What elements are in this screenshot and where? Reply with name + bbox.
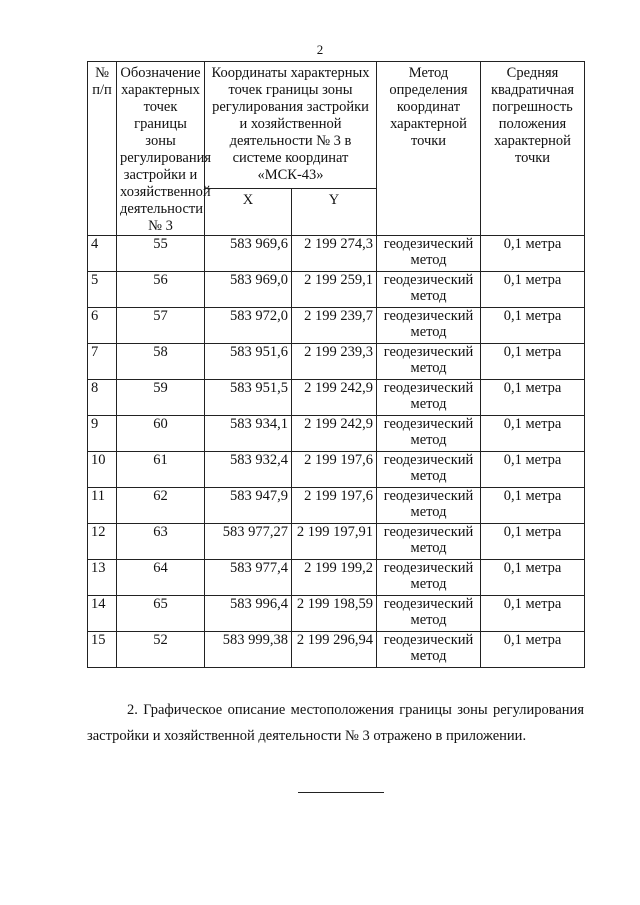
row-y: 2 199 197,6 — [292, 488, 377, 524]
table-row — [88, 236, 585, 272]
row-method: геодезический метод — [377, 488, 481, 524]
row-y: 2 199 239,7 — [292, 308, 377, 344]
row-num: 9 — [88, 416, 117, 452]
row-x: 583 934,1 — [205, 416, 292, 452]
closing-paragraph: 2. Графическое описание местоположения границы зоны регулирования застройки и хозяйственной деятельности № 3 отражено в приложении. — [87, 701, 584, 744]
row-point: 62 — [117, 488, 205, 524]
page-number: 2 — [316, 42, 324, 57]
header-method: Метод определения координат характерной точки — [377, 62, 481, 236]
coordinates-table — [87, 61, 585, 668]
row-y: 2 199 198,59 — [292, 596, 377, 632]
row-accuracy: 0,1 метра — [481, 344, 585, 380]
row-num: 5 — [88, 272, 117, 308]
row-x: 583 951,6 — [205, 344, 292, 380]
signature-line — [298, 792, 384, 793]
row-accuracy: 0,1 метра — [481, 452, 585, 488]
row-accuracy: 0,1 метра — [481, 560, 585, 596]
row-y: 2 199 296,94 — [292, 632, 377, 668]
row-y: 2 199 242,9 — [292, 380, 377, 416]
row-y: 2 199 274,3 — [292, 236, 377, 272]
table-row — [88, 380, 585, 416]
row-num: 7 — [88, 344, 117, 380]
row-x: 583 932,4 — [205, 452, 292, 488]
row-num: 4 — [88, 236, 117, 272]
row-x: 583 969,6 — [205, 236, 292, 272]
row-num: 10 — [88, 452, 117, 488]
row-point: 61 — [117, 452, 205, 488]
row-method: геодезический метод — [377, 524, 481, 560]
header-accuracy: Средняя квадратичная погрешность положения характерной точки — [481, 62, 585, 236]
table-row — [88, 272, 585, 308]
row-accuracy: 0,1 метра — [481, 488, 585, 524]
row-method: геодезический метод — [377, 380, 481, 416]
row-accuracy: 0,1 метра — [481, 272, 585, 308]
row-x: 583 951,5 — [205, 380, 292, 416]
row-x: 583 977,4 — [205, 560, 292, 596]
row-accuracy: 0,1 метра — [481, 380, 585, 416]
row-x: 583 996,4 — [205, 596, 292, 632]
row-accuracy: 0,1 метра — [481, 596, 585, 632]
header-y: Y — [292, 189, 377, 236]
row-num: 12 — [88, 524, 117, 560]
row-x: 583 969,0 — [205, 272, 292, 308]
row-x: 583 977,27 — [205, 524, 292, 560]
row-point: 58 — [117, 344, 205, 380]
header-point: Обозначение характерных точек границы зоны регулирования застройки и хозяйственной деятельности № 3 — [117, 62, 205, 236]
row-accuracy: 0,1 метра — [481, 416, 585, 452]
row-x: 583 999,38 — [205, 632, 292, 668]
table-row — [88, 452, 585, 488]
row-num: 8 — [88, 380, 117, 416]
row-method: геодезический метод — [377, 272, 481, 308]
header-num: № п/п — [88, 62, 117, 236]
row-point: 59 — [117, 380, 205, 416]
header-coords: Координаты характерных точек границы зоны регулирования застройки и хозяйственной деятельности № 3 в системе координат «МСК-43» — [205, 62, 377, 189]
table-row — [88, 524, 585, 560]
table-row — [88, 416, 585, 452]
row-accuracy: 0,1 метра — [481, 524, 585, 560]
row-num: 6 — [88, 308, 117, 344]
row-y: 2 199 259,1 — [292, 272, 377, 308]
row-accuracy: 0,1 метра — [481, 308, 585, 344]
row-y: 2 199 197,91 — [292, 524, 377, 560]
row-y: 2 199 239,3 — [292, 344, 377, 380]
row-method: геодезический метод — [377, 560, 481, 596]
header-x: X — [205, 189, 292, 236]
table-row — [88, 596, 585, 632]
table-row — [88, 632, 585, 668]
row-method: геодезический метод — [377, 236, 481, 272]
row-accuracy: 0,1 метра — [481, 632, 585, 668]
row-method: геодезический метод — [377, 632, 481, 668]
row-method: геодезический метод — [377, 308, 481, 344]
row-x: 583 947,9 — [205, 488, 292, 524]
row-num: 14 — [88, 596, 117, 632]
row-point: 60 — [117, 416, 205, 452]
row-point: 64 — [117, 560, 205, 596]
row-point: 63 — [117, 524, 205, 560]
row-method: геодезический метод — [377, 596, 481, 632]
row-x: 583 972,0 — [205, 308, 292, 344]
row-y: 2 199 242,9 — [292, 416, 377, 452]
row-method: геодезический метод — [377, 452, 481, 488]
row-point: 56 — [117, 272, 205, 308]
row-method: геодезический метод — [377, 344, 481, 380]
table-row — [88, 560, 585, 596]
table-row — [88, 488, 585, 524]
row-y: 2 199 197,6 — [292, 452, 377, 488]
row-num: 15 — [88, 632, 117, 668]
row-point: 55 — [117, 236, 205, 272]
row-point: 57 — [117, 308, 205, 344]
table-row — [88, 344, 585, 380]
row-method: геодезический метод — [377, 416, 481, 452]
row-num: 13 — [88, 560, 117, 596]
row-point: 52 — [117, 632, 205, 668]
table-row — [88, 308, 585, 344]
row-y: 2 199 199,2 — [292, 560, 377, 596]
row-num: 11 — [88, 488, 117, 524]
row-point: 65 — [117, 596, 205, 632]
row-accuracy: 0,1 метра — [481, 236, 585, 272]
